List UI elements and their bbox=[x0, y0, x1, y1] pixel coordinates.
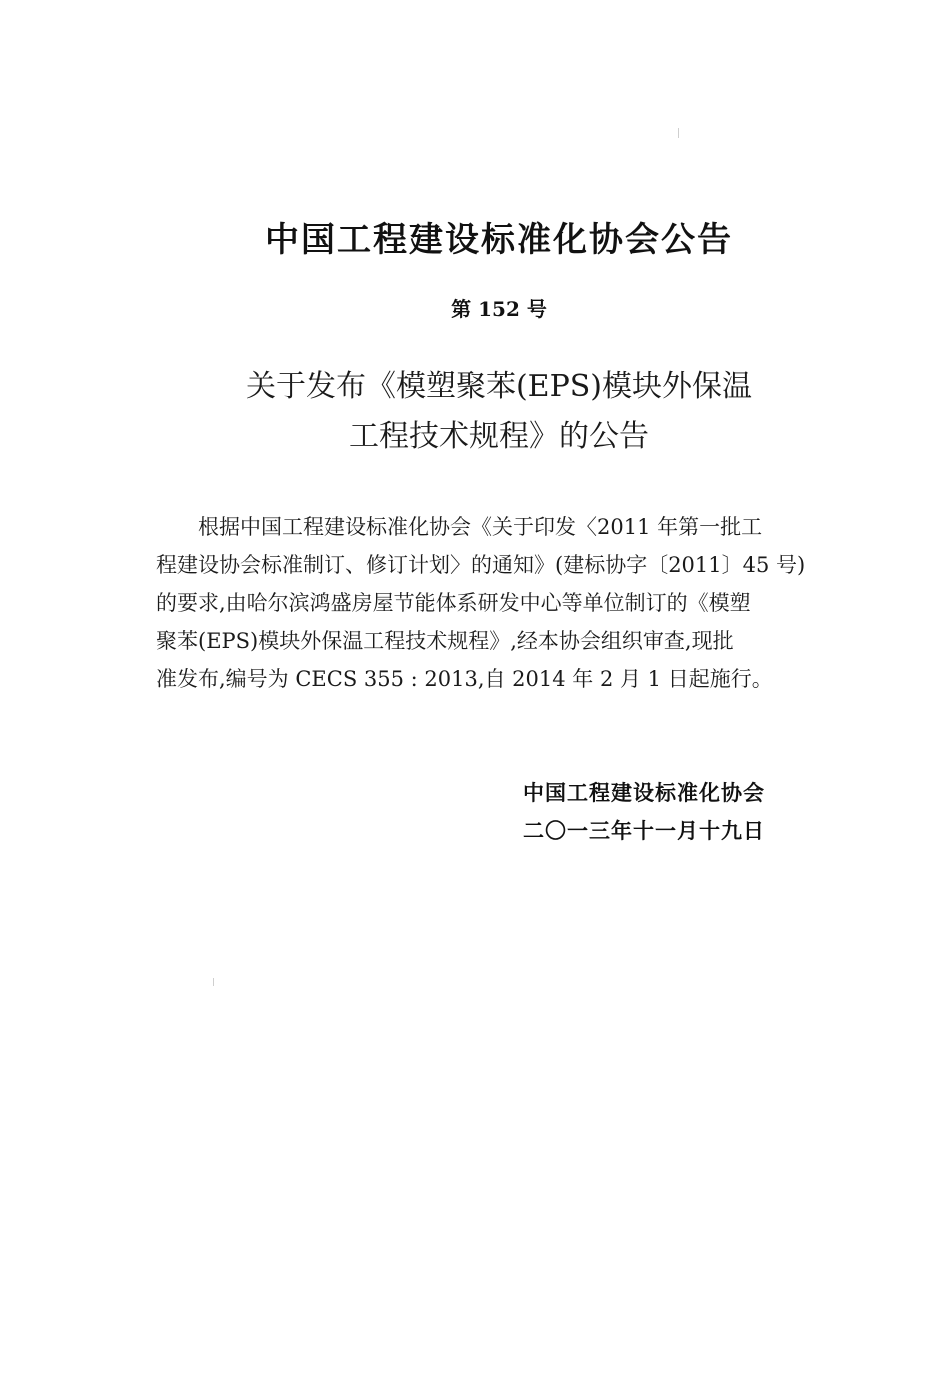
body-line: 准发布,编号为 CECS 355 : 2013,自 2014 年 2 月 1 日起施行。 bbox=[156, 667, 773, 691]
announcement-body bbox=[156, 508, 846, 698]
body-line: 程建设协会标准制订、修订计划〉的通知》(建标协字〔2011〕45 号) bbox=[156, 553, 806, 577]
signature-block bbox=[523, 774, 765, 850]
scan-speck bbox=[678, 128, 679, 138]
announcement-header-title: 中国工程建设标准化协会公告 bbox=[265, 220, 733, 260]
announcement-number: 第 152 号 bbox=[451, 297, 547, 321]
body-line: 聚苯(EPS)模块外保温工程技术规程》,经本协会组织审查,现批 bbox=[156, 629, 734, 653]
signature-date: 二〇一三年十一月十九日 bbox=[523, 819, 765, 843]
announcement-subject bbox=[0, 362, 950, 462]
signature-organization: 中国工程建设标准化协会 bbox=[523, 781, 765, 805]
subject-line: 关于发布《模塑聚苯(EPS)模块外保温 bbox=[245, 369, 753, 404]
body-line: 的要求,由哈尔滨鸿盛房屋节能体系研发中心等单位制订的《模塑 bbox=[156, 591, 751, 615]
scan-speck bbox=[213, 978, 214, 986]
body-line: 根据中国工程建设标准化协会《关于印发〈2011 年第一批工 bbox=[198, 515, 763, 539]
subject-line: 工程技术规程》的公告 bbox=[349, 419, 649, 454]
